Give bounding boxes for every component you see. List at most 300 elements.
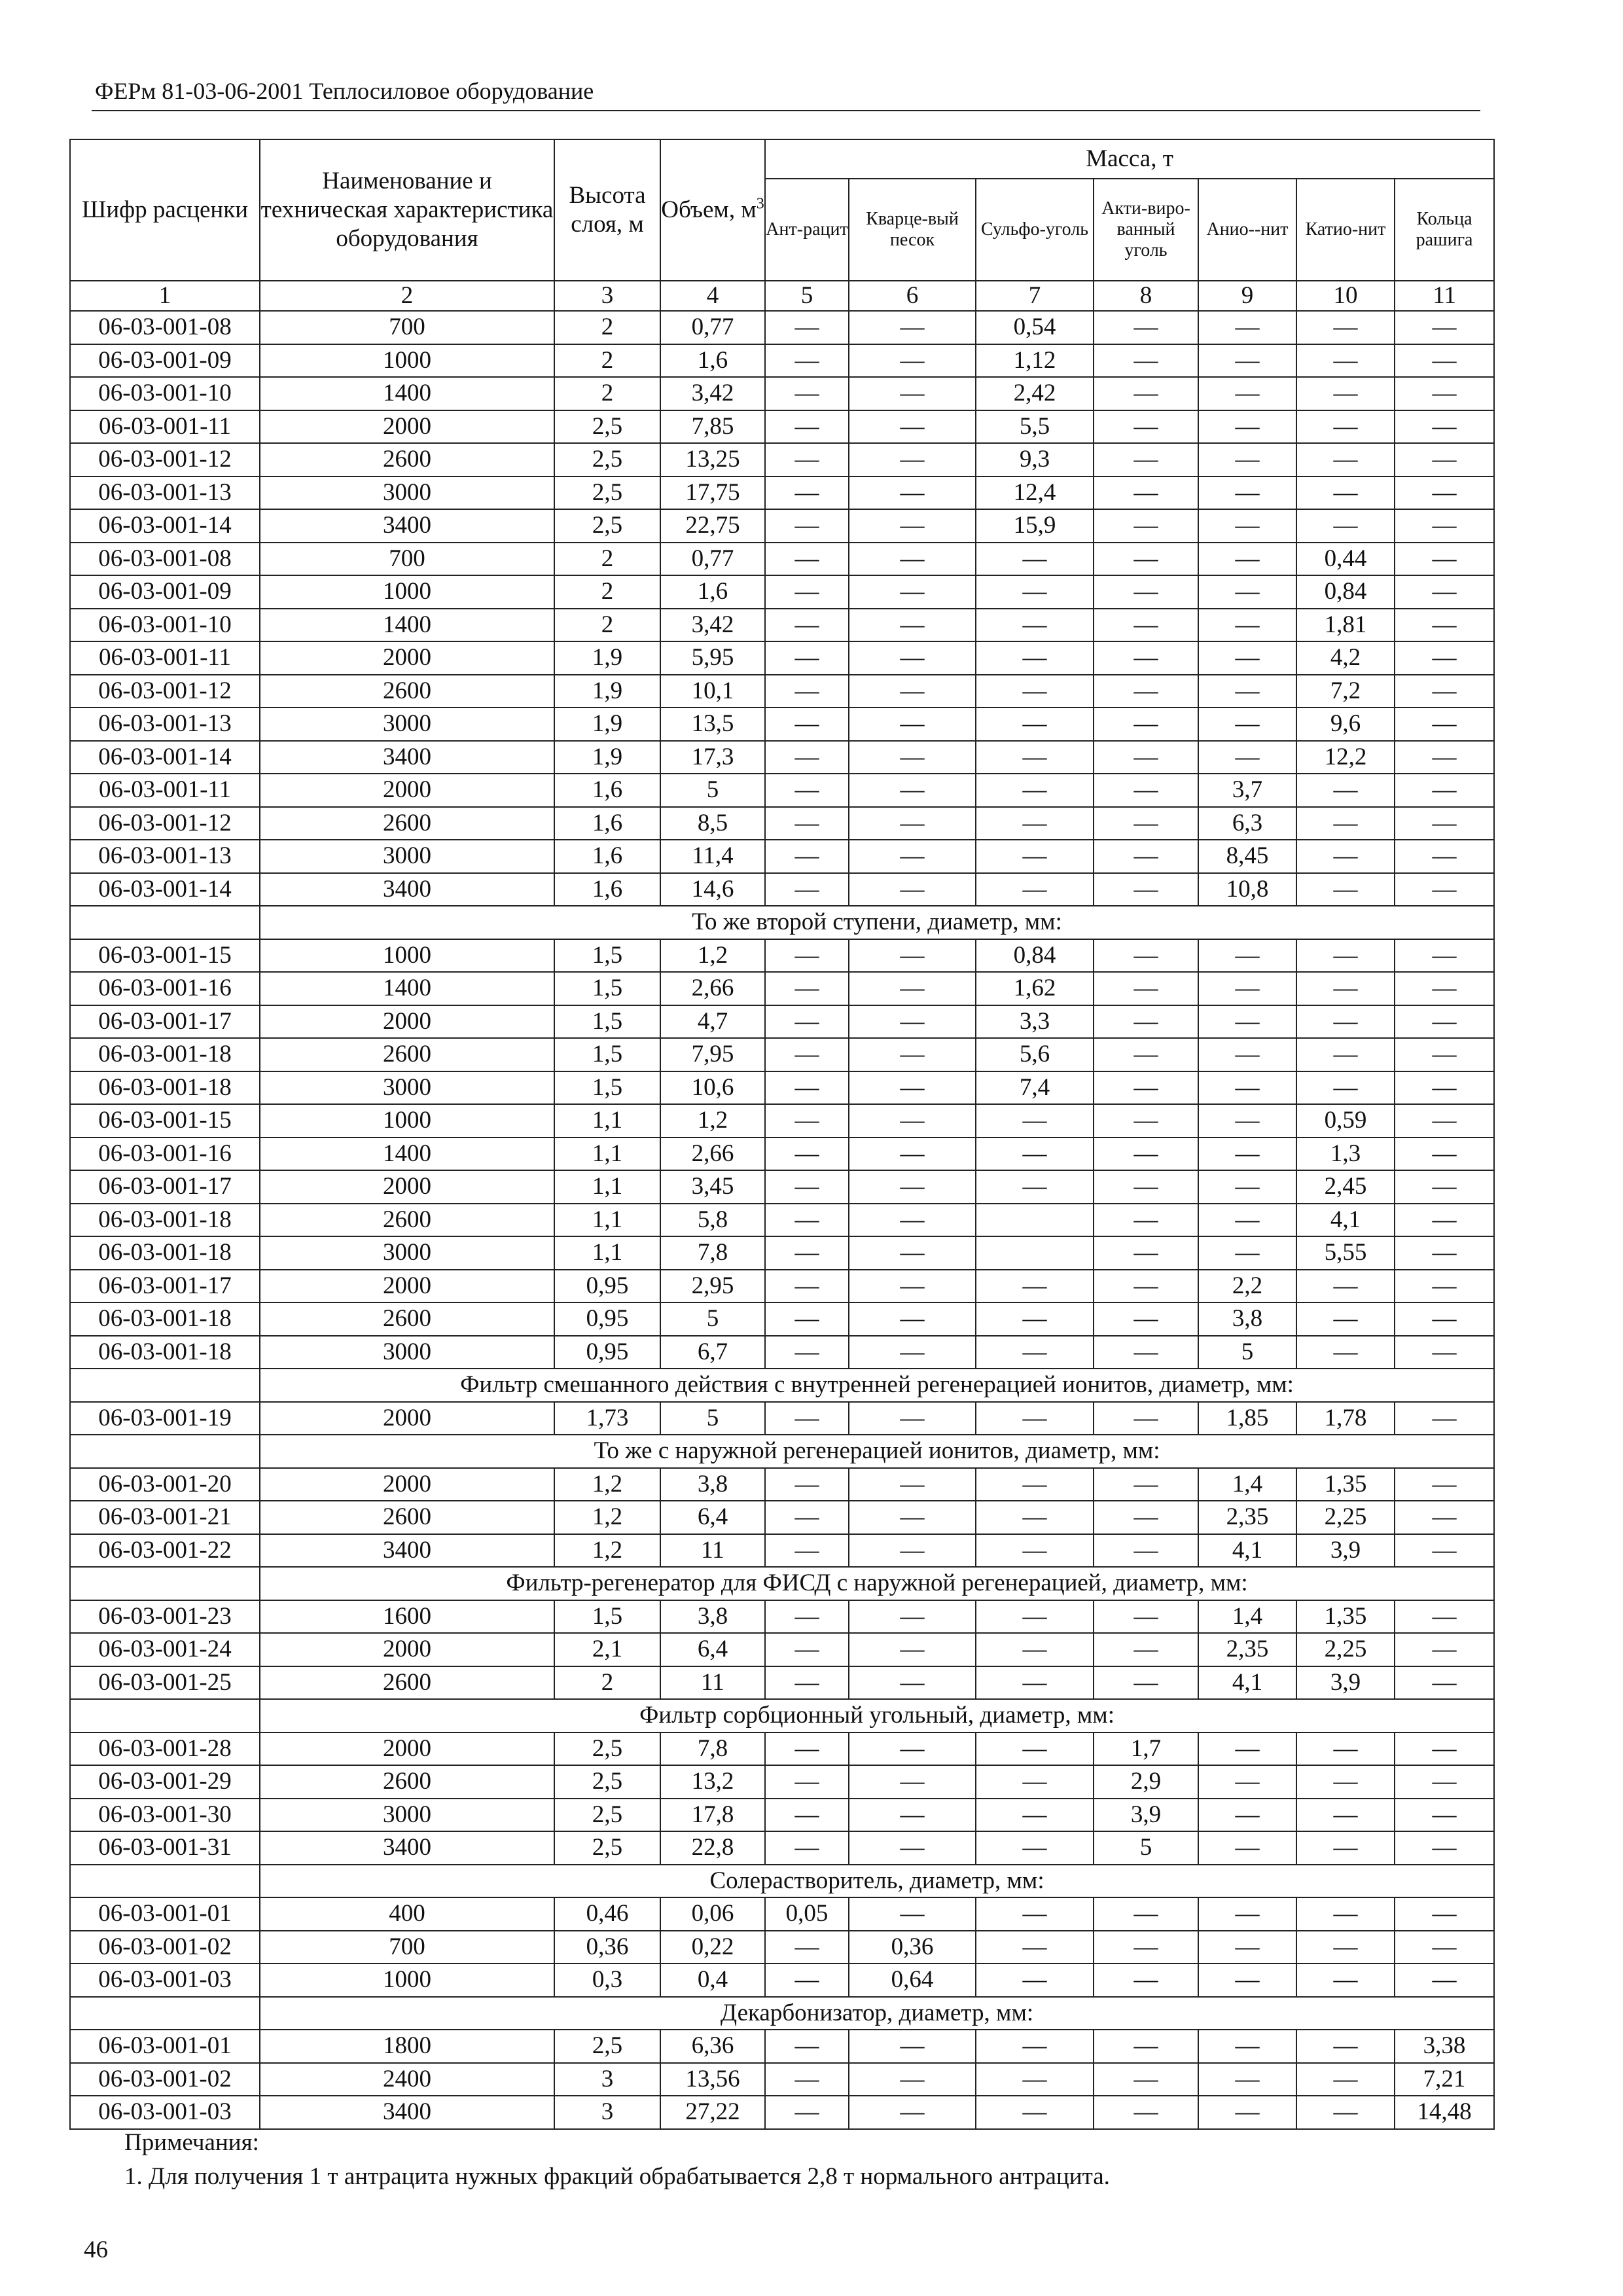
cell-quartz-sand: — xyxy=(849,543,976,576)
cell-anthracite: — xyxy=(765,774,849,807)
cell-raschig-rings: — xyxy=(1395,972,1494,1005)
cell-name: 2000 xyxy=(260,1468,554,1501)
cell-code: 06-03-001-01 xyxy=(70,1897,260,1931)
cell-cationite: 0,59 xyxy=(1296,1104,1395,1138)
cell-cationite: 4,2 xyxy=(1296,641,1395,675)
cell-anthracite: — xyxy=(765,1170,849,1204)
cell-anthracite: — xyxy=(765,1402,849,1435)
cell-height: 1,9 xyxy=(554,708,660,741)
cell-quartz-sand: — xyxy=(849,1104,976,1138)
cell-cationite: — xyxy=(1296,410,1395,444)
cell-activated-carbon: — xyxy=(1094,1501,1198,1534)
cell-sulfocoal: — xyxy=(976,1501,1094,1534)
cell-name: 3400 xyxy=(260,2096,554,2129)
column-number-row xyxy=(70,281,1494,311)
cell-anthracite: — xyxy=(765,1633,849,1666)
cell-height: 2 xyxy=(554,543,660,576)
cell-height: 2,5 xyxy=(554,2030,660,2063)
section-title: То же второй ступени, диаметр, мм: xyxy=(260,906,1494,939)
table-row xyxy=(70,443,1494,476)
cell-cationite: — xyxy=(1296,1831,1395,1865)
cell-code: 06-03-001-12 xyxy=(70,807,260,840)
cell-raschig-rings: — xyxy=(1395,1831,1494,1865)
cell-anionite: — xyxy=(1198,1765,1296,1799)
table-row xyxy=(70,1104,1494,1138)
cell-volume: 7,8 xyxy=(660,1236,765,1270)
cell-anthracite: — xyxy=(765,344,849,378)
cell-anthracite: — xyxy=(765,1799,849,1832)
cell-raschig-rings: — xyxy=(1395,1402,1494,1435)
cell-raschig-rings: — xyxy=(1395,476,1494,510)
cell-raschig-rings: — xyxy=(1395,1071,1494,1105)
cell-anionite: 4,1 xyxy=(1198,1534,1296,1568)
cell-volume: 6,36 xyxy=(660,2030,765,2063)
cell-quartz-sand: — xyxy=(849,1071,976,1105)
cell-cationite: 9,6 xyxy=(1296,708,1395,741)
cell-activated-carbon: — xyxy=(1094,1204,1198,1237)
cell-volume: 0,22 xyxy=(660,1931,765,1964)
section-code-cell xyxy=(70,1865,260,1898)
cell-anthracite: — xyxy=(765,476,849,510)
table-row xyxy=(70,939,1494,973)
cell-quartz-sand: — xyxy=(849,575,976,609)
cell-cationite: 3,9 xyxy=(1296,1666,1395,1700)
cell-height: 2,5 xyxy=(554,1732,660,1766)
cell-anionite: — xyxy=(1198,1931,1296,1964)
table-row xyxy=(70,873,1494,906)
cell-code: 06-03-001-17 xyxy=(70,1170,260,1204)
cell-activated-carbon: — xyxy=(1094,2096,1198,2129)
cell-quartz-sand: — xyxy=(849,840,976,873)
table-row xyxy=(70,509,1494,543)
cell-height: 2,1 xyxy=(554,1633,660,1666)
cell-anthracite: — xyxy=(765,1666,849,1700)
cell-activated-carbon: — xyxy=(1094,1964,1198,1997)
column-number: 9 xyxy=(1198,281,1296,311)
table-row xyxy=(70,1270,1494,1303)
cell-volume: 5 xyxy=(660,1402,765,1435)
cell-code: 06-03-001-28 xyxy=(70,1732,260,1766)
cell-anionite: — xyxy=(1198,708,1296,741)
cell-raschig-rings: — xyxy=(1395,311,1494,344)
section-title: То же с наружной регенерацией ионитов, диаметр, мм: xyxy=(260,1435,1494,1468)
cell-name: 2600 xyxy=(260,675,554,708)
section-row xyxy=(70,1369,1494,1402)
cell-cationite: — xyxy=(1296,1005,1395,1039)
cell-name: 2600 xyxy=(260,1204,554,1237)
column-number: 11 xyxy=(1395,281,1494,311)
column-number: 8 xyxy=(1094,281,1198,311)
cell-code: 06-03-001-23 xyxy=(70,1600,260,1634)
cell-sulfocoal: — xyxy=(976,741,1094,774)
table-row xyxy=(70,675,1494,708)
cell-name: 3000 xyxy=(260,840,554,873)
cell-code: 06-03-001-14 xyxy=(70,741,260,774)
cell-raschig-rings: — xyxy=(1395,1138,1494,1171)
cell-activated-carbon: 5 xyxy=(1094,1831,1198,1865)
table-row xyxy=(70,1765,1494,1799)
cell-volume: 1,2 xyxy=(660,1104,765,1138)
cell-height: 1,6 xyxy=(554,774,660,807)
table-row xyxy=(70,543,1494,576)
table-row xyxy=(70,1302,1494,1336)
cell-height: 0,95 xyxy=(554,1270,660,1303)
cell-cationite: 12,2 xyxy=(1296,741,1395,774)
cell-volume: 2,66 xyxy=(660,1138,765,1171)
cell-raschig-rings: — xyxy=(1395,410,1494,444)
cell-anthracite: — xyxy=(765,1071,849,1105)
cell-raschig-rings: — xyxy=(1395,807,1494,840)
cell-sulfocoal: — xyxy=(976,1964,1094,1997)
cell-activated-carbon: 2,9 xyxy=(1094,1765,1198,1799)
cell-sulfocoal: — xyxy=(976,1170,1094,1204)
cell-activated-carbon: — xyxy=(1094,1038,1198,1071)
cell-activated-carbon: — xyxy=(1094,443,1198,476)
cell-activated-carbon: — xyxy=(1094,2063,1198,2096)
cell-code: 06-03-001-22 xyxy=(70,1534,260,1568)
cell-name: 3000 xyxy=(260,708,554,741)
cell-cationite: — xyxy=(1296,377,1395,410)
cell-height: 3 xyxy=(554,2063,660,2096)
cell-height: 2 xyxy=(554,344,660,378)
cell-anionite: — xyxy=(1198,1732,1296,1766)
cell-height: 1,5 xyxy=(554,939,660,973)
cell-anthracite: — xyxy=(765,972,849,1005)
cell-activated-carbon: — xyxy=(1094,311,1198,344)
cell-cationite: — xyxy=(1296,1038,1395,1071)
cell-anionite: 2,2 xyxy=(1198,1270,1296,1303)
cell-code: 06-03-001-18 xyxy=(70,1302,260,1336)
cell-height: 1,1 xyxy=(554,1170,660,1204)
cell-sulfocoal: 1,12 xyxy=(976,344,1094,378)
cell-code: 06-03-001-02 xyxy=(70,2063,260,2096)
cell-activated-carbon: — xyxy=(1094,575,1198,609)
table-row xyxy=(70,807,1494,840)
cell-cationite: 0,44 xyxy=(1296,543,1395,576)
cell-anthracite: — xyxy=(765,1931,849,1964)
cell-cationite: — xyxy=(1296,344,1395,378)
table-row xyxy=(70,972,1494,1005)
cell-volume: 22,8 xyxy=(660,1831,765,1865)
cell-volume: 11,4 xyxy=(660,840,765,873)
cell-height: 1,1 xyxy=(554,1104,660,1138)
cell-sulfocoal xyxy=(976,1236,1094,1270)
cell-sulfocoal: — xyxy=(976,675,1094,708)
cell-activated-carbon: — xyxy=(1094,774,1198,807)
cell-anthracite: — xyxy=(765,708,849,741)
cell-cationite: — xyxy=(1296,972,1395,1005)
cell-sulfocoal: — xyxy=(976,543,1094,576)
cell-sulfocoal: — xyxy=(976,1666,1094,1700)
cell-anionite: 1,4 xyxy=(1198,1468,1296,1501)
table-row xyxy=(70,1799,1494,1832)
cell-code: 06-03-001-30 xyxy=(70,1799,260,1832)
cell-raschig-rings: — xyxy=(1395,1104,1494,1138)
cell-name: 2000 xyxy=(260,410,554,444)
cell-cationite: 0,84 xyxy=(1296,575,1395,609)
section-row xyxy=(70,906,1494,939)
cell-quartz-sand: — xyxy=(849,1336,976,1369)
running-header: ФЕРм 81-03-06-2001 Теплосиловое оборудование xyxy=(95,78,594,104)
cell-height: 2,5 xyxy=(554,1765,660,1799)
cell-name: 2600 xyxy=(260,1501,554,1534)
col-header-height: Высота слоя, м xyxy=(554,139,660,281)
cell-height: 1,6 xyxy=(554,873,660,906)
cell-activated-carbon: — xyxy=(1094,1005,1198,1039)
cell-anthracite: — xyxy=(765,2030,849,2063)
cell-height: 1,2 xyxy=(554,1501,660,1534)
cell-sulfocoal: — xyxy=(976,708,1094,741)
cell-cationite: — xyxy=(1296,840,1395,873)
section-code-cell xyxy=(70,1567,260,1600)
cell-anionite: — xyxy=(1198,2030,1296,2063)
cell-height: 2 xyxy=(554,609,660,642)
cell-raschig-rings: — xyxy=(1395,1005,1494,1039)
table-row xyxy=(70,1038,1494,1071)
cell-quartz-sand: — xyxy=(849,2063,976,2096)
cell-activated-carbon: — xyxy=(1094,1897,1198,1931)
table-row xyxy=(70,311,1494,344)
cell-cationite: 1,78 xyxy=(1296,1402,1395,1435)
cell-cationite: — xyxy=(1296,2096,1395,2129)
cell-quartz-sand: — xyxy=(849,1633,976,1666)
cell-activated-carbon: — xyxy=(1094,509,1198,543)
cell-raschig-rings: — xyxy=(1395,1534,1494,1568)
cell-activated-carbon: — xyxy=(1094,1104,1198,1138)
table-row xyxy=(70,377,1494,410)
cell-volume: 0,4 xyxy=(660,1964,765,1997)
table-row xyxy=(70,1236,1494,1270)
table-row xyxy=(70,641,1494,675)
cell-quartz-sand: — xyxy=(849,1600,976,1634)
cell-raschig-rings: — xyxy=(1395,1501,1494,1534)
cell-volume: 0,77 xyxy=(660,543,765,576)
cell-height: 1,1 xyxy=(554,1204,660,1237)
cell-anthracite: — xyxy=(765,1765,849,1799)
section-code-cell xyxy=(70,1699,260,1732)
cell-sulfocoal: — xyxy=(976,1138,1094,1171)
cell-anionite: — xyxy=(1198,1138,1296,1171)
cell-height: 1,6 xyxy=(554,840,660,873)
cell-anthracite: — xyxy=(765,1204,849,1237)
column-number: 7 xyxy=(976,281,1094,311)
cell-volume: 1,2 xyxy=(660,939,765,973)
cell-sulfocoal: 0,84 xyxy=(976,939,1094,973)
cell-activated-carbon: — xyxy=(1094,741,1198,774)
col-header-code: Шифр расценки xyxy=(70,139,260,281)
resource-table xyxy=(69,139,1495,2130)
cell-name: 700 xyxy=(260,1931,554,1964)
col-header-anionite: Анио--нит xyxy=(1198,179,1296,281)
cell-anthracite: — xyxy=(765,675,849,708)
cell-height: 1,9 xyxy=(554,675,660,708)
cell-volume: 13,5 xyxy=(660,708,765,741)
cell-quartz-sand: — xyxy=(849,1302,976,1336)
cell-anthracite: — xyxy=(765,377,849,410)
cell-height: 0,46 xyxy=(554,1897,660,1931)
cell-height: 2,5 xyxy=(554,410,660,444)
cell-anthracite: — xyxy=(765,2063,849,2096)
table-row xyxy=(70,1336,1494,1369)
cell-raschig-rings: — xyxy=(1395,543,1494,576)
cell-volume: 13,56 xyxy=(660,2063,765,2096)
section-row xyxy=(70,1435,1494,1468)
cell-sulfocoal: — xyxy=(976,641,1094,675)
cell-raschig-rings: — xyxy=(1395,939,1494,973)
cell-volume: 0,06 xyxy=(660,1897,765,1931)
cell-activated-carbon: — xyxy=(1094,873,1198,906)
cell-anthracite: — xyxy=(765,1534,849,1568)
cell-raschig-rings: — xyxy=(1395,1270,1494,1303)
cell-activated-carbon: — xyxy=(1094,1402,1198,1435)
cell-volume: 3,42 xyxy=(660,609,765,642)
cell-name: 700 xyxy=(260,311,554,344)
cell-code: 06-03-001-01 xyxy=(70,2030,260,2063)
cell-name: 2400 xyxy=(260,2063,554,2096)
cell-anionite: — xyxy=(1198,2096,1296,2129)
section-code-cell xyxy=(70,1997,260,2030)
table-row xyxy=(70,1600,1494,1634)
cell-activated-carbon: — xyxy=(1094,1236,1198,1270)
cell-sulfocoal: — xyxy=(976,873,1094,906)
cell-code: 06-03-001-18 xyxy=(70,1336,260,1369)
cell-volume: 11 xyxy=(660,1666,765,1700)
cell-height: 1,9 xyxy=(554,741,660,774)
cell-anthracite: — xyxy=(765,1302,849,1336)
cell-quartz-sand: 0,36 xyxy=(849,1931,976,1964)
cell-cationite: — xyxy=(1296,1732,1395,1766)
cell-anionite: — xyxy=(1198,972,1296,1005)
cell-activated-carbon: — xyxy=(1094,2030,1198,2063)
cell-height: 0,36 xyxy=(554,1931,660,1964)
cell-anthracite: — xyxy=(765,1501,849,1534)
cell-name: 1000 xyxy=(260,1104,554,1138)
table-row xyxy=(70,741,1494,774)
cell-raschig-rings: — xyxy=(1395,1204,1494,1237)
cell-volume: 1,6 xyxy=(660,344,765,378)
cell-quartz-sand: — xyxy=(849,1831,976,1865)
cell-raschig-rings: — xyxy=(1395,1600,1494,1634)
cell-sulfocoal: — xyxy=(976,2063,1094,2096)
col-header-name: Наименование и техническая характеристика оборудования xyxy=(260,139,554,281)
section-title: Декарбонизатор, диаметр, мм: xyxy=(260,1997,1494,2030)
cell-volume: 0,77 xyxy=(660,311,765,344)
cell-activated-carbon: — xyxy=(1094,675,1198,708)
cell-anionite: 3,7 xyxy=(1198,774,1296,807)
cell-name: 2600 xyxy=(260,1765,554,1799)
cell-anionite: — xyxy=(1198,1005,1296,1039)
cell-name: 3400 xyxy=(260,1534,554,1568)
cell-activated-carbon: — xyxy=(1094,1270,1198,1303)
cell-code: 06-03-001-15 xyxy=(70,1104,260,1138)
table-row xyxy=(70,476,1494,510)
cell-anionite: — xyxy=(1198,575,1296,609)
cell-quartz-sand: 0,64 xyxy=(849,1964,976,1997)
cell-quartz-sand: — xyxy=(849,1666,976,1700)
cell-anthracite: — xyxy=(765,741,849,774)
cell-volume: 7,8 xyxy=(660,1732,765,1766)
cell-quartz-sand: — xyxy=(849,1270,976,1303)
cell-anthracite: — xyxy=(765,1964,849,1997)
column-number: 1 xyxy=(70,281,260,311)
cell-name: 3000 xyxy=(260,1799,554,1832)
cell-volume: 17,75 xyxy=(660,476,765,510)
cell-quartz-sand: — xyxy=(849,476,976,510)
column-number: 3 xyxy=(554,281,660,311)
cell-name: 2000 xyxy=(260,1402,554,1435)
cell-anionite: — xyxy=(1198,344,1296,378)
cell-cationite: — xyxy=(1296,1071,1395,1105)
cell-code: 06-03-001-02 xyxy=(70,1931,260,1964)
cell-anionite: 3,8 xyxy=(1198,1302,1296,1336)
cell-activated-carbon: — xyxy=(1094,410,1198,444)
cell-raschig-rings: — xyxy=(1395,840,1494,873)
cell-activated-carbon: — xyxy=(1094,1336,1198,1369)
section-row xyxy=(70,1699,1494,1732)
cell-anionite: 2,35 xyxy=(1198,1501,1296,1534)
cell-activated-carbon: — xyxy=(1094,807,1198,840)
cell-name: 2000 xyxy=(260,1005,554,1039)
cell-quartz-sand: — xyxy=(849,1799,976,1832)
cell-quartz-sand: — xyxy=(849,1402,976,1435)
cell-activated-carbon: — xyxy=(1094,1600,1198,1634)
cell-cationite: — xyxy=(1296,2030,1395,2063)
cell-activated-carbon: 1,7 xyxy=(1094,1732,1198,1766)
cell-anthracite: — xyxy=(765,1600,849,1634)
cell-activated-carbon: — xyxy=(1094,476,1198,510)
cell-code: 06-03-001-03 xyxy=(70,2096,260,2129)
cell-anionite: 1,85 xyxy=(1198,1402,1296,1435)
cell-code: 06-03-001-14 xyxy=(70,509,260,543)
cell-anionite: — xyxy=(1198,543,1296,576)
cell-anthracite: — xyxy=(765,443,849,476)
notes-title: Примечания: xyxy=(124,2129,259,2156)
cell-volume: 2,95 xyxy=(660,1270,765,1303)
table-row xyxy=(70,1831,1494,1865)
cell-anionite: 1,4 xyxy=(1198,1600,1296,1634)
cell-height: 2,5 xyxy=(554,1831,660,1865)
cell-raschig-rings: — xyxy=(1395,377,1494,410)
cell-anthracite: — xyxy=(765,1732,849,1766)
cell-quartz-sand: — xyxy=(849,873,976,906)
cell-sulfocoal: — xyxy=(976,1336,1094,1369)
cell-activated-carbon: — xyxy=(1094,543,1198,576)
cell-raschig-rings: 14,48 xyxy=(1395,2096,1494,2129)
cell-raschig-rings: — xyxy=(1395,708,1494,741)
cell-sulfocoal: 5,5 xyxy=(976,410,1094,444)
cell-anionite: — xyxy=(1198,1104,1296,1138)
cell-name: 1400 xyxy=(260,1138,554,1171)
table-row xyxy=(70,1468,1494,1501)
cell-anionite: — xyxy=(1198,675,1296,708)
cell-sulfocoal: — xyxy=(976,609,1094,642)
cell-raschig-rings: — xyxy=(1395,1799,1494,1832)
cell-anthracite: — xyxy=(765,641,849,675)
cell-raschig-rings: — xyxy=(1395,774,1494,807)
cell-sulfocoal: — xyxy=(976,1402,1094,1435)
cell-raschig-rings: — xyxy=(1395,1633,1494,1666)
cell-height: 0,95 xyxy=(554,1336,660,1369)
cell-code: 06-03-001-29 xyxy=(70,1765,260,1799)
cell-volume: 3,42 xyxy=(660,377,765,410)
cell-name: 3000 xyxy=(260,476,554,510)
cell-sulfocoal: — xyxy=(976,2030,1094,2063)
cell-sulfocoal: — xyxy=(976,1732,1094,1766)
cell-volume: 6,4 xyxy=(660,1501,765,1534)
cell-quartz-sand: — xyxy=(849,741,976,774)
cell-raschig-rings: — xyxy=(1395,1931,1494,1964)
col-header-activated-carbon: Акти-виро-ванный уголь xyxy=(1094,179,1198,281)
